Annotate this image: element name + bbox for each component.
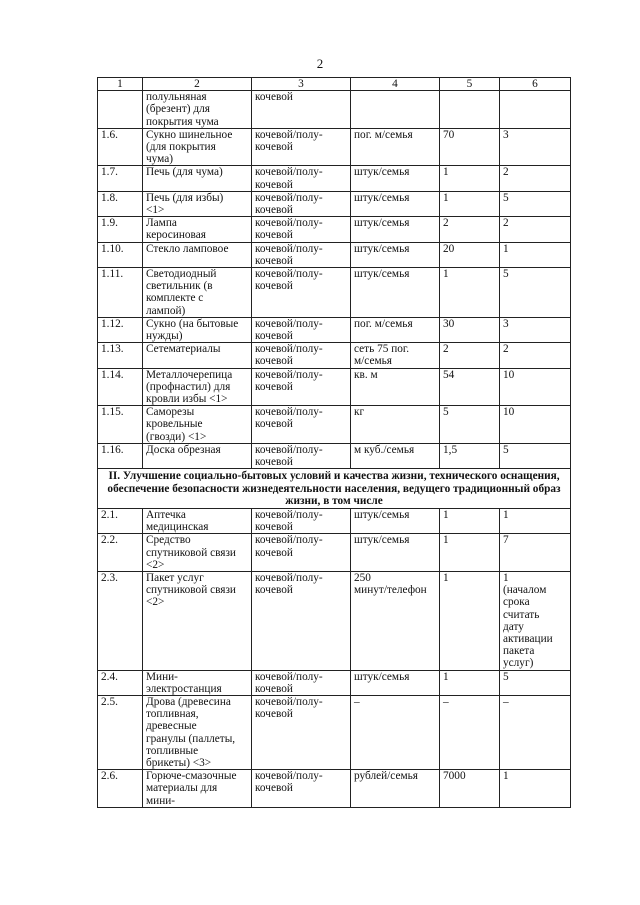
lifestyle-cell: кочевой/полу- кочевой [252, 406, 351, 444]
item-name-cell: Средство спутниковой связи <2> [143, 534, 252, 572]
item-number-cell: 1.15. [98, 406, 143, 444]
table-body [98, 78, 571, 808]
column-number: 4 [351, 78, 440, 91]
item-number-cell: 2.1. [98, 508, 143, 533]
quantity-cell: 1 [440, 508, 500, 533]
item-number-cell: 2.5. [98, 695, 143, 769]
item-name-cell: Стекло ламповое [143, 242, 252, 267]
item-name-cell: Металлочерепица (профнастил) для кровли избы <1> [143, 368, 252, 406]
lifestyle-cell: кочевой/полу- кочевой [252, 443, 351, 468]
section-heading-row [98, 469, 571, 509]
quantity-cell: 1,5 [440, 443, 500, 468]
unit-cell: штук/семья [351, 191, 440, 216]
lifestyle-cell: кочевой/полу- кочевой [252, 343, 351, 368]
section-heading: II. Улучшение социально-бытовых условий и качества жизни, технического оснащения, обеспечение безопасности жизнедеятельности населения, ведущего традиционный образ жизни, в том числе [98, 469, 571, 509]
lifestyle-cell: кочевой/полу- кочевой [252, 166, 351, 191]
table-row [98, 317, 571, 342]
unit-cell: штук/семья [351, 534, 440, 572]
unit-cell [351, 91, 440, 129]
item-name-cell: Мини- электростанция [143, 670, 252, 695]
item-number-cell: 1.6. [98, 128, 143, 166]
item-number-cell: 1.13. [98, 343, 143, 368]
table-row [98, 695, 571, 769]
item-number-cell: 1.9. [98, 217, 143, 242]
item-name-cell: Доска обрезная [143, 443, 252, 468]
term-cell: 3 [500, 128, 571, 166]
table-row [98, 166, 571, 191]
table-row [98, 343, 571, 368]
quantity-cell: 1 [440, 191, 500, 216]
item-name-cell: Сукно (на бытовые нужды) [143, 317, 252, 342]
lifestyle-cell: кочевой/полу- кочевой [252, 571, 351, 670]
quantity-cell: 2 [440, 217, 500, 242]
quantity-cell: 1 [440, 268, 500, 318]
quantity-cell: 20 [440, 242, 500, 267]
quantity-cell: 1 [440, 670, 500, 695]
table-row [98, 443, 571, 468]
item-number-cell: 1.10. [98, 242, 143, 267]
term-cell: 5 [500, 670, 571, 695]
table-row [98, 508, 571, 533]
item-name-cell: Печь (для чума) [143, 166, 252, 191]
table-row [98, 128, 571, 166]
item-name-cell: Лампа керосиновая [143, 217, 252, 242]
item-number-cell: 1.8. [98, 191, 143, 216]
term-cell: 1 [500, 508, 571, 533]
lifestyle-cell: кочевой/полу- кочевой [252, 217, 351, 242]
term-cell: 10 [500, 406, 571, 444]
item-name-cell: Сетематериалы [143, 343, 252, 368]
table-row [98, 268, 571, 318]
term-cell: 1 [500, 242, 571, 267]
term-cell: 1 (началом срока считать дату активации пакета услуг) [500, 571, 571, 670]
item-number-cell: 2.4. [98, 670, 143, 695]
lifestyle-cell: кочевой/полу- кочевой [252, 695, 351, 769]
table-row [98, 534, 571, 572]
item-name-cell: Сукно шинельное (для покрытия чума) [143, 128, 252, 166]
unit-cell: кв. м [351, 368, 440, 406]
term-cell: 10 [500, 368, 571, 406]
item-name-cell: Аптечка медицинская [143, 508, 252, 533]
lifestyle-cell: кочевой/полу- кочевой [252, 770, 351, 808]
unit-cell: сеть 75 пог. м/семья [351, 343, 440, 368]
unit-cell: штук/семья [351, 508, 440, 533]
table-row [98, 368, 571, 406]
term-cell: 2 [500, 343, 571, 368]
unit-cell: штук/семья [351, 242, 440, 267]
unit-cell: 250 минут/телефон [351, 571, 440, 670]
column-number: 6 [500, 78, 571, 91]
quantity-cell: 7000 [440, 770, 500, 808]
column-number: 2 [143, 78, 252, 91]
table-row [98, 191, 571, 216]
quantity-cell: – [440, 695, 500, 769]
item-name-cell: Саморезы кровельные (гвозди) <1> [143, 406, 252, 444]
unit-cell: пог. м/семья [351, 128, 440, 166]
table-row [98, 91, 571, 129]
item-name-cell: Печь (для избы) <1> [143, 191, 252, 216]
lifestyle-cell: кочевой/полу- кочевой [252, 508, 351, 533]
quantity-cell: 2 [440, 343, 500, 368]
lifestyle-cell: кочевой [252, 91, 351, 129]
lifestyle-cell: кочевой/полу- кочевой [252, 191, 351, 216]
item-number-cell [98, 91, 143, 129]
item-name-cell: Дрова (древесина топливная, древесные гранулы (паллеты, топливные брикеты) <3> [143, 695, 252, 769]
unit-cell: штук/семья [351, 217, 440, 242]
item-number-cell: 2.3. [98, 571, 143, 670]
item-number-cell: 2.2. [98, 534, 143, 572]
quantity-cell: 1 [440, 571, 500, 670]
quantity-cell: 1 [440, 534, 500, 572]
unit-cell: кг [351, 406, 440, 444]
table-row [98, 770, 571, 808]
item-name-cell: Горюче-смазочные материалы для мини- [143, 770, 252, 808]
lifestyle-cell: кочевой/полу- кочевой [252, 534, 351, 572]
item-name-cell: Пакет услуг спутниковой связи <2> [143, 571, 252, 670]
unit-cell: штук/семья [351, 670, 440, 695]
column-number: 1 [98, 78, 143, 91]
item-name-cell: Светодиодный светильник (в комплекте с лампой) [143, 268, 252, 318]
item-number-cell: 1.16. [98, 443, 143, 468]
table-row [98, 217, 571, 242]
item-number-cell: 2.6. [98, 770, 143, 808]
quantity-cell: 54 [440, 368, 500, 406]
lifestyle-cell: кочевой/полу- кочевой [252, 242, 351, 267]
quantity-cell: 5 [440, 406, 500, 444]
unit-cell: рублей/семья [351, 770, 440, 808]
quantity-cell: 30 [440, 317, 500, 342]
lifestyle-cell: кочевой/полу- кочевой [252, 268, 351, 318]
unit-cell: пог. м/семья [351, 317, 440, 342]
term-cell: – [500, 695, 571, 769]
table-row [98, 406, 571, 444]
item-number-cell: 1.14. [98, 368, 143, 406]
item-number-cell: 1.11. [98, 268, 143, 318]
lifestyle-cell: кочевой/полу- кочевой [252, 368, 351, 406]
column-number: 3 [252, 78, 351, 91]
table-row [98, 670, 571, 695]
term-cell: 5 [500, 443, 571, 468]
page-number: 2 [316, 56, 324, 71]
quantity-cell [440, 91, 500, 129]
unit-cell: – [351, 695, 440, 769]
lifestyle-cell: кочевой/полу- кочевой [252, 670, 351, 695]
unit-cell: м куб./семья [351, 443, 440, 468]
column-numbers-row [98, 78, 571, 91]
unit-cell: штук/семья [351, 268, 440, 318]
norms-table [97, 77, 571, 808]
term-cell: 2 [500, 217, 571, 242]
unit-cell: штук/семья [351, 166, 440, 191]
term-cell: 7 [500, 534, 571, 572]
table-row [98, 242, 571, 267]
table-row [98, 571, 571, 670]
term-cell: 5 [500, 191, 571, 216]
term-cell: 1 [500, 770, 571, 808]
lifestyle-cell: кочевой/полу- кочевой [252, 317, 351, 342]
quantity-cell: 70 [440, 128, 500, 166]
term-cell: 3 [500, 317, 571, 342]
term-cell [500, 91, 571, 129]
term-cell: 5 [500, 268, 571, 318]
item-name-cell: полульняная (брезент) для покрытия чума [143, 91, 252, 129]
item-number-cell: 1.12. [98, 317, 143, 342]
quantity-cell: 1 [440, 166, 500, 191]
column-number: 5 [440, 78, 500, 91]
term-cell: 2 [500, 166, 571, 191]
item-number-cell: 1.7. [98, 166, 143, 191]
lifestyle-cell: кочевой/полу- кочевой [252, 128, 351, 166]
